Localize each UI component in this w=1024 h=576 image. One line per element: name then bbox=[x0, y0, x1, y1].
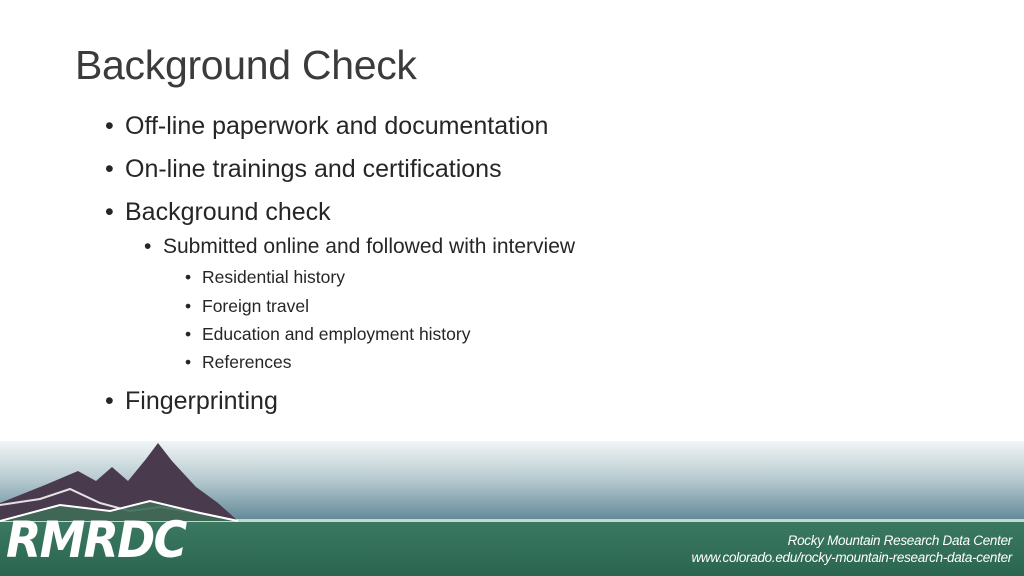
bullet-text: On-line trainings and certifications bbox=[125, 155, 502, 183]
sub-sub-bullet-item bbox=[185, 267, 345, 288]
bullet-text: Fingerprinting bbox=[125, 387, 278, 415]
bullet-dot-icon: • bbox=[105, 155, 114, 183]
bullet-dot-icon: • bbox=[185, 352, 192, 372]
sub-sub-bullet-item bbox=[185, 296, 309, 317]
bullet-text: Foreign travel bbox=[202, 296, 309, 316]
organization-url[interactable]: www.colorado.edu/rocky-mountain-research-data-center bbox=[691, 550, 1012, 565]
bullet-dot-icon: • bbox=[185, 267, 192, 287]
bullet-dot-icon: • bbox=[105, 198, 114, 226]
slide-title: Background Check bbox=[75, 42, 417, 88]
bullet-text: Residential history bbox=[202, 267, 345, 287]
bullet-dot-icon: • bbox=[185, 296, 192, 316]
bullet-text: Submitted online and followed with interview bbox=[163, 235, 576, 258]
organization-name: Rocky Mountain Research Data Center bbox=[787, 533, 1012, 548]
bullet-text: Off-line paperwork and documentation bbox=[125, 112, 549, 140]
bullet-dot-icon: • bbox=[185, 324, 192, 344]
bullet-item bbox=[105, 387, 278, 416]
bullet-item bbox=[105, 155, 502, 184]
bullet-item bbox=[105, 112, 549, 141]
sub-sub-bullet-item bbox=[185, 324, 471, 345]
bullet-dot-icon: • bbox=[105, 387, 114, 415]
bullet-dot-icon: • bbox=[144, 235, 152, 258]
sub-bullet-item bbox=[144, 235, 576, 259]
bullet-text: Background check bbox=[125, 198, 331, 226]
rmrdc-logo: RMRDC bbox=[6, 511, 186, 569]
sub-sub-bullet-item bbox=[185, 352, 292, 373]
bullet-text: References bbox=[202, 352, 292, 372]
bullet-dot-icon: • bbox=[105, 112, 114, 140]
bullet-text: Education and employment history bbox=[202, 324, 471, 344]
bullet-item bbox=[105, 198, 331, 227]
